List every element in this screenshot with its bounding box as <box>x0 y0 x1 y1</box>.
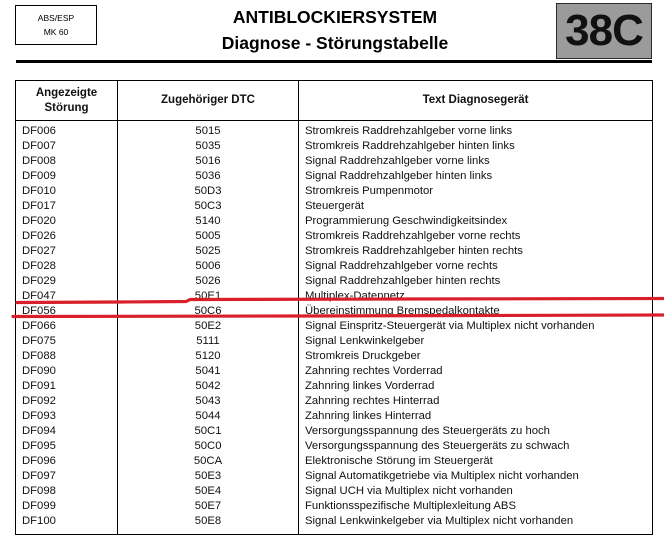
model-line-1: ABS/ESP <box>37 13 75 23</box>
table-row <box>16 439 652 454</box>
description-cell: Signal Lenkwinkelgeber via Multiplex nicht vorhanden <box>305 515 574 527</box>
table-row <box>16 424 652 439</box>
column-header-fault-line1: Angezeigte <box>35 86 98 99</box>
fault-code-cell: DF095 <box>22 440 56 452</box>
dtc-cell: 5026 <box>195 275 221 287</box>
fault-code-cell: DF096 <box>22 455 56 467</box>
fault-code-cell: DF017 <box>22 200 56 212</box>
description-cell: Signal Raddrehzahlgeber vorne rechts <box>305 260 498 272</box>
description-cell: Stromkreis Raddrehzahlgeber hinten rechts <box>305 245 523 257</box>
fault-code-cell: DF006 <box>22 125 56 137</box>
dtc-cell: 5043 <box>195 395 221 407</box>
fault-code-cell: DF056 <box>22 305 56 317</box>
fault-code-cell: DF100 <box>22 515 56 527</box>
description-cell: Versorgungsspannung des Steuergeräts zu schwach <box>305 440 570 452</box>
description-cell: Funktionsspezifische Multiplexleitung ABS <box>305 500 516 512</box>
table-row <box>16 244 652 259</box>
description-cell: Stromkreis Pumpenmotor <box>305 185 434 197</box>
description-cell: Signal Automatikgetriebe via Multiplex nicht vorhanden <box>305 470 579 482</box>
description-cell: Übereinstimmung Bremspedalkontakte <box>305 305 500 317</box>
table-row <box>16 409 652 424</box>
description-cell: Multiplex-Datennetz <box>305 290 405 302</box>
dtc-cell: 5006 <box>195 260 221 272</box>
model-label-box <box>15 5 97 45</box>
table-row <box>16 304 652 319</box>
section-code-badge <box>556 3 652 59</box>
table-row <box>16 274 652 289</box>
dtc-cell: 5005 <box>195 230 221 242</box>
table-row <box>16 289 652 304</box>
table-row <box>16 229 652 244</box>
fault-code-cell: DF097 <box>22 470 56 482</box>
title-line-2: Diagnose - Störungstabelle <box>221 33 449 53</box>
fault-code-cell: DF091 <box>22 380 56 392</box>
table-row <box>16 124 652 139</box>
table-row <box>16 514 652 529</box>
description-cell: Stromkreis Raddrehzahlgeber vorne rechts <box>305 230 521 242</box>
dtc-cell: 50E3 <box>194 470 222 482</box>
fault-code-cell: DF009 <box>22 170 56 182</box>
table-row <box>16 379 652 394</box>
fault-code-cell: DF066 <box>22 320 56 332</box>
dtc-cell: 50E4 <box>194 485 222 497</box>
column-header-fault <box>16 81 117 120</box>
table-row <box>16 349 652 364</box>
description-cell: Zahnring linkes Vorderrad <box>305 380 435 392</box>
dtc-cell: 50C6 <box>194 305 222 317</box>
dtc-cell: 50C1 <box>194 425 222 437</box>
table-row <box>16 484 652 499</box>
section-code: 38C <box>565 6 643 55</box>
table-row <box>16 454 652 469</box>
table-row <box>16 319 652 334</box>
dtc-cell: 5042 <box>195 380 221 392</box>
dtc-cell: 50E8 <box>194 515 222 527</box>
dtc-cell: 5036 <box>195 170 221 182</box>
description-cell: Zahnring linkes Hinterrad <box>305 410 432 422</box>
description-cell: Versorgungsspannung des Steuergeräts zu hoch <box>305 425 550 437</box>
fault-code-cell: DF007 <box>22 140 56 152</box>
dtc-cell: 5044 <box>195 410 221 422</box>
fault-code-cell: DF098 <box>22 485 56 497</box>
description-cell: Signal Raddrehzahlgeber hinten rechts <box>305 275 501 287</box>
column-header-fault-line2: Störung <box>44 101 89 114</box>
fault-code-cell: DF099 <box>22 500 56 512</box>
dtc-cell: 5016 <box>195 155 221 167</box>
description-cell: Programmierung Geschwindigkeitsindex <box>305 215 508 227</box>
fault-code-cell: DF092 <box>22 395 56 407</box>
fault-code-cell: DF094 <box>22 425 56 437</box>
table-row <box>16 394 652 409</box>
table-row <box>16 364 652 379</box>
table-row <box>16 469 652 484</box>
fault-code-cell: DF029 <box>22 275 56 287</box>
description-cell: Stromkreis Raddrehzahlgeber hinten links <box>305 140 515 152</box>
fault-code-cell: DF090 <box>22 365 56 377</box>
dtc-cell: 5041 <box>195 365 221 377</box>
fault-code-cell: DF008 <box>22 155 56 167</box>
description-cell: Stromkreis Raddrehzahlgeber vorne links <box>305 125 513 137</box>
description-cell: Steuergerät <box>305 200 365 212</box>
title-line-1: ANTIBLOCKIERSYSTEM <box>232 7 438 27</box>
table-row <box>16 169 652 184</box>
dtc-cell: 50CA <box>193 455 223 467</box>
fault-code-cell: DF075 <box>22 335 56 347</box>
fault-code-cell: DF010 <box>22 185 56 197</box>
description-cell: Signal Raddrehzahlgeber vorne links <box>305 155 490 167</box>
fault-code-cell: DF093 <box>22 410 56 422</box>
description-cell: Zahnring rechtes Hinterrad <box>305 395 440 407</box>
description-cell: Signal Einspritz-Steuergerät via Multiplex nicht vorhanden <box>305 320 595 332</box>
dtc-cell: 5111 <box>196 335 220 347</box>
fault-code-cell: DF047 <box>22 290 56 302</box>
table-row <box>16 184 652 199</box>
table-row <box>16 199 652 214</box>
dtc-cell: 50E1 <box>194 290 222 302</box>
description-cell: Elektronische Störung im Steuergerät <box>305 455 493 467</box>
dtc-cell: 50D3 <box>194 185 222 197</box>
dtc-cell: 5140 <box>195 215 221 227</box>
table-row <box>16 214 652 229</box>
column-header-dtc: Zugehöriger DTC <box>161 94 255 106</box>
fault-code-cell: DF026 <box>22 230 56 242</box>
table-row <box>16 259 652 274</box>
table-body <box>16 124 652 529</box>
description-cell: Signal UCH via Multiplex nicht vorhanden <box>305 485 513 497</box>
table-row <box>16 139 652 154</box>
fault-table <box>15 80 653 535</box>
header-divider <box>16 60 652 63</box>
dtc-cell: 5025 <box>195 245 221 257</box>
table-row <box>16 499 652 514</box>
fault-code-cell: DF027 <box>22 245 56 257</box>
dtc-cell: 5015 <box>195 125 221 137</box>
header-row-divider <box>16 120 652 121</box>
table-row <box>16 154 652 169</box>
model-line-2: MK 60 <box>43 27 69 37</box>
fault-code-cell: DF020 <box>22 215 56 227</box>
dtc-cell: 50E7 <box>194 500 222 512</box>
fault-code-cell: DF028 <box>22 260 56 272</box>
dtc-cell: 50E2 <box>194 320 222 332</box>
dtc-cell: 5035 <box>195 140 221 152</box>
dtc-cell: 50C0 <box>194 440 222 452</box>
description-cell: Zahnring rechtes Vorderrad <box>305 365 443 377</box>
page-title <box>150 4 520 56</box>
description-cell: Stromkreis Druckgeber <box>305 350 421 362</box>
description-cell: Signal Lenkwinkelgeber <box>305 335 425 347</box>
fault-code-cell: DF088 <box>22 350 56 362</box>
table-row <box>16 334 652 349</box>
description-cell: Signal Raddrehzahlgeber hinten links <box>305 170 493 182</box>
dtc-cell: 50C3 <box>194 200 222 212</box>
dtc-cell: 5120 <box>195 350 221 362</box>
column-header-text: Text Diagnosegerät <box>422 94 529 106</box>
